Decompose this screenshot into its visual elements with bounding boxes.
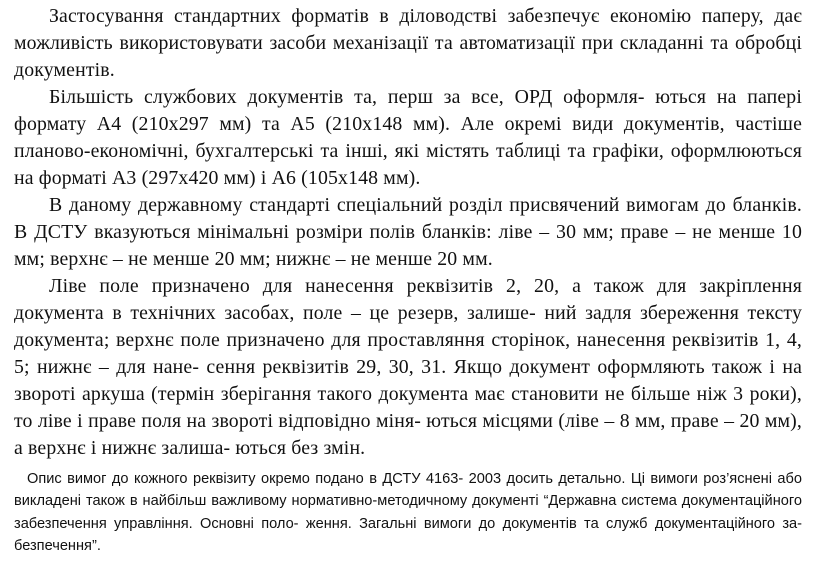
paragraph-margin-purpose: Ліве поле призначено для нанесення реквізитів 2, 20, а також для закріплення документа в технічних засобах, поле – це резерв, залише- ний задля збереження тексту документа; верхнє поле призначено для проставляння сторінок, нанесення реквізитів 1, 4, 5; нижнє – для нане- сення реквізитів 29, 30, 31. Якщо документ оформляють також і на звороті аркуша (термін зберігання такого документа має становити не більше ніж 3 роки), то ліве і праве поля на звороті відповідно міня- ються місцями (ліве – 8 мм, праве – 20 мм), а верхнє і нижнє залиша- ються без змін. [14, 275, 802, 459]
paragraph-requisites-note: Опис вимог до кожного реквізиту окремо подано в ДСТУ 4163- 2003 досить детально. Ці вимоги роз’яснені або викладені також в найбільш важливому нормативно-методичному документі “Державна система документаційного забезпечення управління. Основні поло- ження. Загальні вимоги до документів та служб документаційного за- безпечення”. [14, 471, 802, 554]
paragraph-format-economy: Застосування стандартних форматів в діловодстві забезпечує економію паперу, дає можливість використовувати засоби механізації та автоматизації при складанні та обробці документів. [14, 5, 802, 81]
paragraph-blank-margins: В даному державному стандарті спеціальний розділ присвячений вимогам до бланків. В ДСТУ вказуються мінімальні розміри полів бланків: ліве – 30 мм; праве – не менше 10 мм; верхнє – не менше 20 мм; нижнє – не менше 20 мм. [14, 194, 802, 270]
paragraph-paper-formats: Більшість службових документів та, перш за все, ОРД оформля- ються на папері формату А4 (210х297 мм) та А5 (210х148 мм). Але окремі види документів, частіше планово-економічні, бухгалтерські та інші, які містять таблиці та графіки, оформлюються на форматі А3 (297х420 мм) і А6 (105х148 мм). [14, 86, 802, 189]
